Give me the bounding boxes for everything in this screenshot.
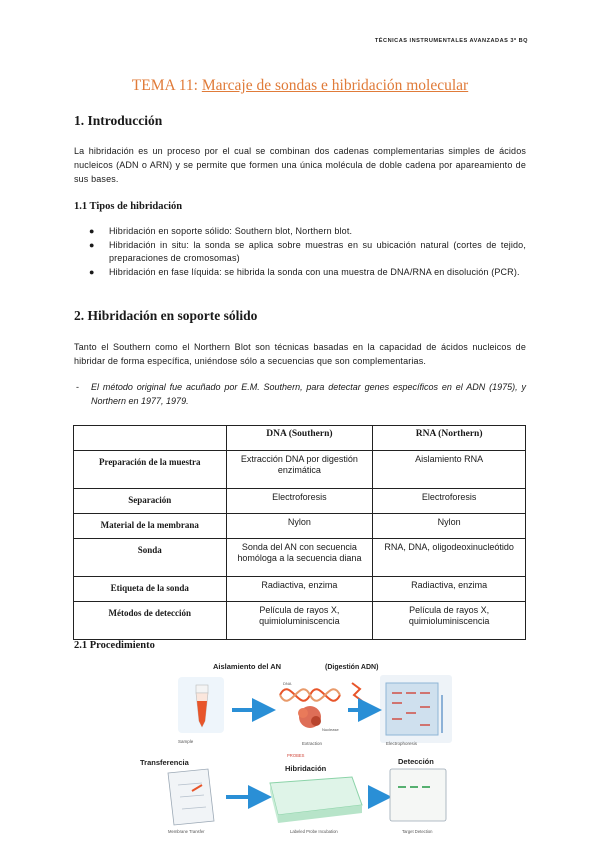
enzyme-icon <box>352 683 362 701</box>
tag-enzyme: Nuclease <box>322 727 339 732</box>
tag-probes: PROBES <box>287 753 305 758</box>
table-row <box>74 602 526 640</box>
table-row <box>74 539 526 577</box>
label-detection: Detección <box>398 757 434 766</box>
label-hybridization: Hibridación <box>285 764 327 773</box>
table-row <box>74 489 526 514</box>
row-header: Sonda <box>74 539 227 577</box>
bullet-icon: ● <box>89 239 95 250</box>
row-header: Etiqueta de la sonda <box>74 577 227 602</box>
caption-membrane: Membrane Transfer <box>168 829 205 834</box>
table-cell: Radiactiva, enzima <box>226 577 373 602</box>
row-header: Métodos de detección <box>74 602 227 640</box>
row-header: Preparación de la muestra <box>74 451 227 489</box>
table-row <box>74 577 526 602</box>
detection-film-icon <box>390 769 446 821</box>
table-cell: Película de rayos X, quimioluminiscencia <box>226 602 373 640</box>
list-item: ● Hibridación en soporte sólido: Southern blot, Northern blot. <box>74 225 526 239</box>
table-cell: Sonda del AN con secuencia homóloga a la secuencia diana <box>226 539 373 577</box>
hybridization-tray-icon <box>270 777 362 823</box>
procedure-figure <box>140 655 460 835</box>
gel-icon <box>386 683 442 735</box>
membrane-icon <box>168 769 214 825</box>
table-cell: Aislamiento RNA <box>373 451 526 489</box>
table-row <box>74 451 526 489</box>
page-title <box>0 77 600 95</box>
caption-extraction: Extraction <box>302 741 323 746</box>
label-isolation: Aislamiento del AN <box>213 662 282 671</box>
subheading-procedure: 2.1 Procedimiento <box>74 640 155 651</box>
bullet-icon: ● <box>89 266 95 277</box>
history-quote: - El método original fue acuñado por E.M. Southern, para detectar genes específicos en el ADN (1975), y Northern en 1977, 1979. <box>76 382 526 406</box>
table-cell: Extracción DNA por digestión enzimática <box>226 451 373 489</box>
title-main: Marcaje de sondas e hibridación molecular <box>201 77 469 94</box>
subheading-types: 1.1 Tipos de hibridación <box>74 201 183 212</box>
caption-incubation: Labeled Probe Incubation <box>290 829 338 834</box>
table-cell: Radiactiva, enzima <box>373 577 526 602</box>
table-header-cell: DNA (Southern) <box>226 426 373 451</box>
dna-helix-icon <box>280 689 340 728</box>
section-heading-intro: 1. Introducción <box>74 113 163 128</box>
table-cell: RNA, DNA, oligodeoxinucleótido <box>373 539 526 577</box>
row-header: Separación <box>74 489 227 514</box>
intro-paragraph: La hibridación es un proceso por el cual se combinan dos cadenas complementarias simples de ácidos nucleicos (ADN o ARN) y se permite que formen una única molécula de doble cadena por apareamiento de sus bases. <box>74 146 526 184</box>
table-cell: Electroforesis <box>373 489 526 514</box>
table-cell: Electroforesis <box>226 489 373 514</box>
caption-sample: Sample <box>178 739 194 744</box>
bullet-icon: ● <box>89 226 95 236</box>
row-header: Material de la membrana <box>74 514 227 539</box>
table-header-cell <box>74 426 227 451</box>
comparison-table <box>73 425 526 640</box>
label-transfer: Transferencia <box>140 758 189 767</box>
list-item: ● Hibridación en fase líquida: se hibrida la sonda con una muestra de DNA/RNA en disolución (PCR). <box>74 266 526 280</box>
table-row <box>74 514 526 539</box>
dash-icon: - <box>76 382 79 392</box>
table-cell: Película de rayos X, quimioluminiscencia <box>373 602 526 640</box>
table-header-row <box>74 426 526 451</box>
tag-dna: DNA <box>283 681 292 686</box>
types-list <box>74 225 526 279</box>
label-digestion: (Digestión ADN) <box>325 664 379 671</box>
list-item: ● Hibridación in situ: la sonda se aplica sobre muestras en su ubicación natural (cortes de tejido, preparaciones de cromosomas) <box>89 239 526 263</box>
course-header: TÉCNICAS INSTRUMENTALES AVANZADAS 3º BQ <box>374 38 528 44</box>
caption-target: Target Detection <box>402 829 433 834</box>
section-heading-solid: 2. Hibridación en soporte sólido <box>74 308 258 323</box>
procedure-diagram <box>140 655 460 835</box>
table-cell: Nylon <box>373 514 526 539</box>
solid-paragraph: Tanto el Southern como el Northern Blot son técnicas basadas en la capacidad de ácidos nucleicos de hibridar de forma específica, uniéndose sólo a secuencias que son complementarias. <box>74 342 526 366</box>
caption-electrophoresis: Electrophoresis <box>386 741 418 746</box>
table-header-cell: RNA (Northern) <box>373 426 526 451</box>
table-cell: Nylon <box>226 514 373 539</box>
title-prefix: TEMA 11: <box>131 77 198 94</box>
